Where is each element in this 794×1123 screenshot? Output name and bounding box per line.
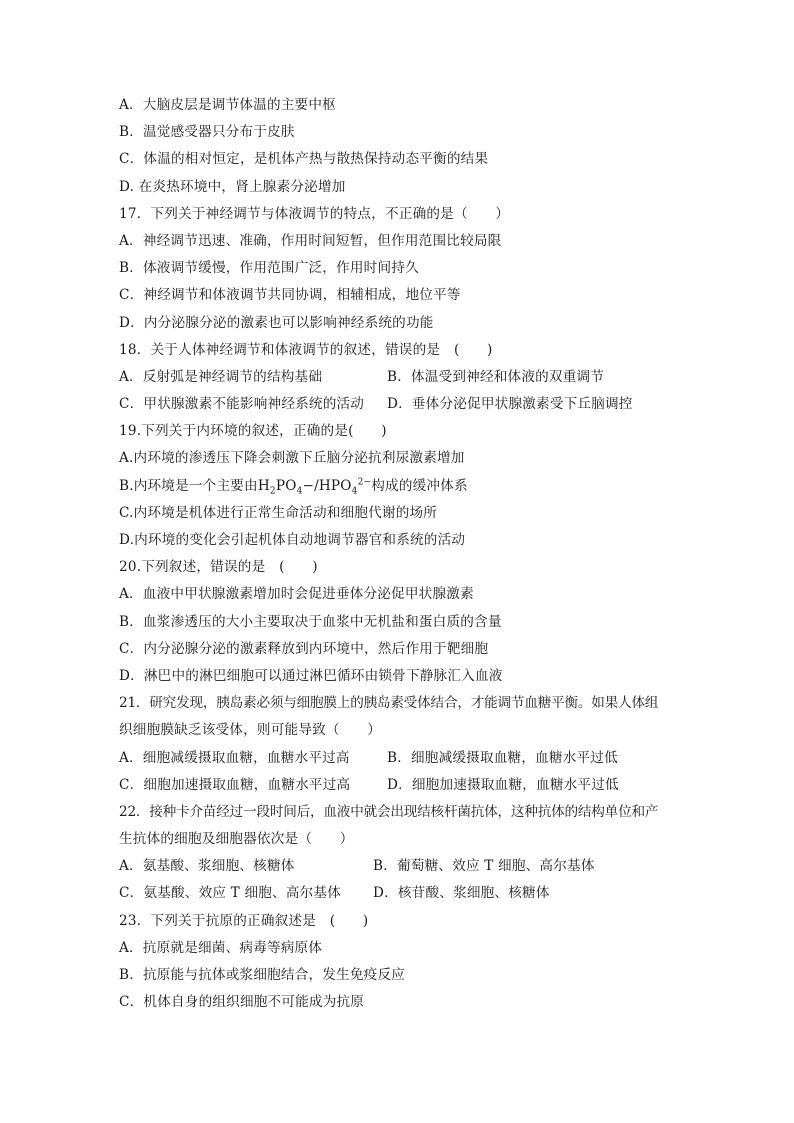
q17-option-a: A．神经调节迅速、准确，作用时间短暂，但作用范围比较局限 bbox=[119, 232, 502, 249]
q22-options-cd bbox=[119, 880, 689, 907]
q19-formula-hpo: −/HPO bbox=[302, 477, 352, 494]
q21-options-ab bbox=[119, 745, 689, 772]
q23-option-b: B．抗原能与抗体或浆细胞结合，发生免疫反应 bbox=[119, 967, 406, 983]
q19-option-d: D.内环境的变化会引起机体自动地调节器官和系统的活动 bbox=[119, 532, 466, 548]
q16-option-b: B．温觉感受器只分布于皮肤 bbox=[119, 124, 295, 141]
q21-option-c: C．细胞加速摄取血糖，血糖水平过高 bbox=[119, 776, 351, 793]
q16-option-d: D. 在炎热环境中，肾上腺素分泌增加 bbox=[119, 178, 346, 195]
q18-option-b: B．体温受到神经和体液的双重调节 bbox=[387, 368, 605, 385]
q21-stem-line1: 21．研究发现，胰岛素必须与细胞膜上的胰岛素受体结合，才能调节血糖平衡。如果人体组 bbox=[119, 695, 659, 712]
q17-option-c: C．神经调节和体液调节共同协调，相辅相成，地位平等 bbox=[119, 287, 461, 304]
q21-option-b: B．细胞减缓摄取血糖，血糖水平过低 bbox=[387, 749, 618, 766]
q18-option-c: C．甲状腺激素不能影响神经系统的活动 bbox=[119, 396, 365, 413]
q20-option-a: A．血液中甲状腺激素增加时会促进垂体分泌促甲状腺激素 bbox=[119, 586, 474, 603]
q18-option-a: A．反射弧是神经调节的结构基础 bbox=[119, 368, 323, 385]
q21-option-d: D．细胞加速摄取血糖，血糖水平过低 bbox=[387, 776, 619, 793]
q21-options-cd bbox=[119, 772, 689, 799]
q19-formula-h: H bbox=[257, 477, 270, 494]
q22-option-a: A．氨基酸、浆细胞、核糖体 bbox=[119, 858, 295, 875]
q18-stem: 18．关于人体神经调节和体液调节的叙述，错误的是 ( ) bbox=[119, 341, 493, 358]
q16-option-a: A．大脑皮层是调节体温的主要中枢 bbox=[119, 97, 336, 113]
q19-formula-sup-charge: 2− bbox=[357, 477, 372, 488]
q17-option-d: D．内分泌腺分泌的激素也可以影响神经系统的功能 bbox=[119, 314, 434, 331]
q22-option-c: C．氨基酸、效应 T 细胞、高尔基体 bbox=[119, 885, 342, 902]
q19-formula-sub-2: 2 bbox=[269, 486, 276, 497]
q19-option-b bbox=[119, 473, 689, 500]
q16-option-c: C．体温的相对恒定，是机体产热与散热保持动态平衡的结果 bbox=[119, 151, 489, 168]
q19-option-c: C.内环境是机体进行正常生命活动和细胞代谢的场所 bbox=[119, 504, 438, 521]
question-content bbox=[119, 92, 689, 1016]
q19-formula-sub-4b: 4 bbox=[351, 486, 358, 497]
q19-option-b-post: 构成的缓冲体系 bbox=[371, 477, 468, 494]
q22-option-d: D．核苷酸、浆细胞、核糖体 bbox=[373, 885, 550, 902]
q19-stem: 19.下列关于内环境的叙述，正确的是( ) bbox=[119, 423, 387, 440]
q17-stem: 17．下列关于神经调节与体液调节的特点，不正确的是（ ） bbox=[119, 205, 510, 222]
q18-options-ab bbox=[119, 364, 689, 391]
q23-option-a: A．抗原就是细菌、病毒等病原体 bbox=[119, 939, 323, 956]
q20-stem: 20.下列叙述，错误的是 ( ) bbox=[119, 559, 318, 576]
q22-option-b: B．葡萄糖、效应 T 细胞、高尔基体 bbox=[373, 858, 595, 875]
q21-option-a: A．细胞减缓摄取血糖，血糖水平过高 bbox=[119, 749, 350, 766]
q19-option-b-pre: B.内环境是一个主要由 bbox=[119, 477, 258, 494]
q22-stem-line2: 生抗体的细胞及细胞器依次是（ ） bbox=[119, 831, 354, 848]
q19-formula-po: PO bbox=[275, 477, 297, 494]
q19-option-a: A.内环境的渗透压下降会刺激下丘脑分泌抗利尿激素增加 bbox=[119, 450, 465, 467]
q18-options-cd bbox=[119, 391, 689, 418]
q21-stem-line2: 织细胞膜缺乏该受体，则可能导致（ ） bbox=[119, 722, 382, 739]
q20-option-b: B．血浆渗透压的大小主要取决于血浆中无机盐和蛋白质的含量 bbox=[119, 613, 502, 630]
q20-option-d: D．淋巴中的淋巴细胞可以通过淋巴循环由锁骨下静脉汇入血液 bbox=[119, 667, 503, 684]
q20-option-c: C．内分泌腺分泌的激素释放到内环境中，然后作用于靶细胞 bbox=[119, 640, 489, 657]
q23-option-c: C．机体自身的组织细胞不可能成为抗原 bbox=[119, 994, 365, 1011]
q23-stem: 23．下列关于抗原的正确叙述是 ( ) bbox=[119, 912, 369, 929]
q22-options-ab bbox=[119, 853, 689, 880]
q22-stem-line1: 22．接种卡介苗经过一段时间后，血液中就会出现结核杆菌抗体，这种抗体的结构单位和产 bbox=[119, 803, 659, 820]
q17-option-b: B．体液调节缓慢，作用范围广泛，作用时间持久 bbox=[119, 260, 419, 277]
q19-formula-sub-4a: 4 bbox=[296, 486, 303, 497]
q18-option-d: D．垂体分泌促甲状腺激素受下丘脑调控 bbox=[387, 396, 633, 413]
